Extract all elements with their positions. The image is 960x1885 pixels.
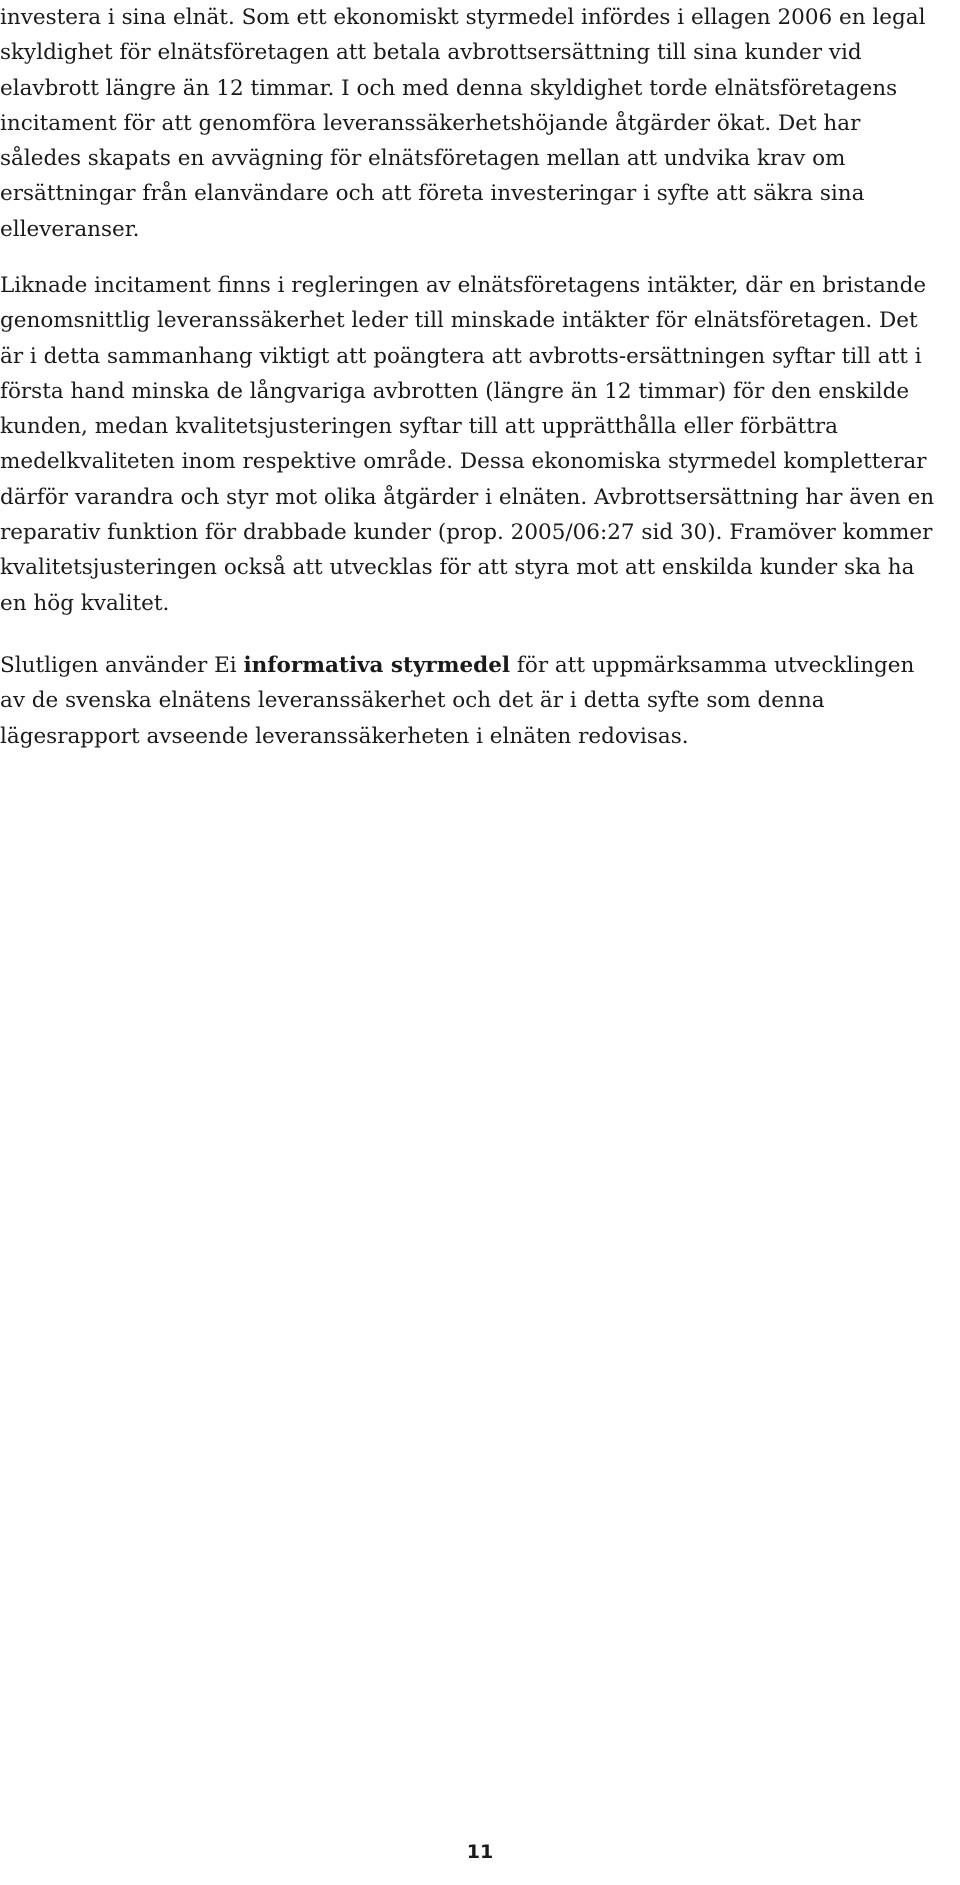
paragraph-revenue-regulation: Liknade incitament finns i regleringen av elnätsföretagens intäkter, där en bristande genomsnittlig leveranssäkerhet leder till minskade intäkter för elnätsföretagen. Det är i detta sammanhang viktigt att poängtera att avbrotts-ersättningen syftar till att i första hand minska de långvariga avbrotten (längre än 12 timmar) för den enskilde kunden, medan kvalitetsjusteringen syftar till att upprätthålla eller förbättra medelkvaliteten inom respektive område. Dessa ekonomiska styrmedel kompletterar därför varandra och styr mot olika åtgärder i elnäten. Avbrottsersättning har även en reparativ funktion för drabbade kunder (prop. 2005/06:27 sid 30). Framöver kommer kvalitetsjusteringen också att utvecklas för att styra mot att enskilda kunder ska ha en hög kvalitet. <box>0 273 935 616</box>
paragraph-informative-instruments <box>0 648 945 754</box>
paragraph-text-end: för att uppmärksamma utvecklingen av de svenska elnätens leveranssäkerhet och det är i detta syfte som denna lägesrapport avseende leveranssäkerheten i elnäten redovisas. <box>0 653 915 749</box>
paragraph-economic-incentives: investera i sina elnät. Som ett ekonomiskt styrmedel infördes i ellagen 2006 en legal skyldighet för elnätsföretagen att betala avbrottsersättning till sina kunder vid elavbrott längre än 12 timmar. I och med denna skyldighet torde elnätsföretagens incitament för att genomföra leveranssäkerhetshöjande åtgärder ökat. Det har således skapats en avvägning för elnätsföretagen mellan att undvika krav om ersättningar från elanvändare och att företa investeringar i syfte att säkra sina elleveranser. <box>0 5 926 242</box>
emphasized-term: informativa styrmedel <box>243 653 511 678</box>
page-number: 11 <box>466 1841 494 1863</box>
paragraph-text-start: Slutligen använder Ei <box>0 653 244 678</box>
